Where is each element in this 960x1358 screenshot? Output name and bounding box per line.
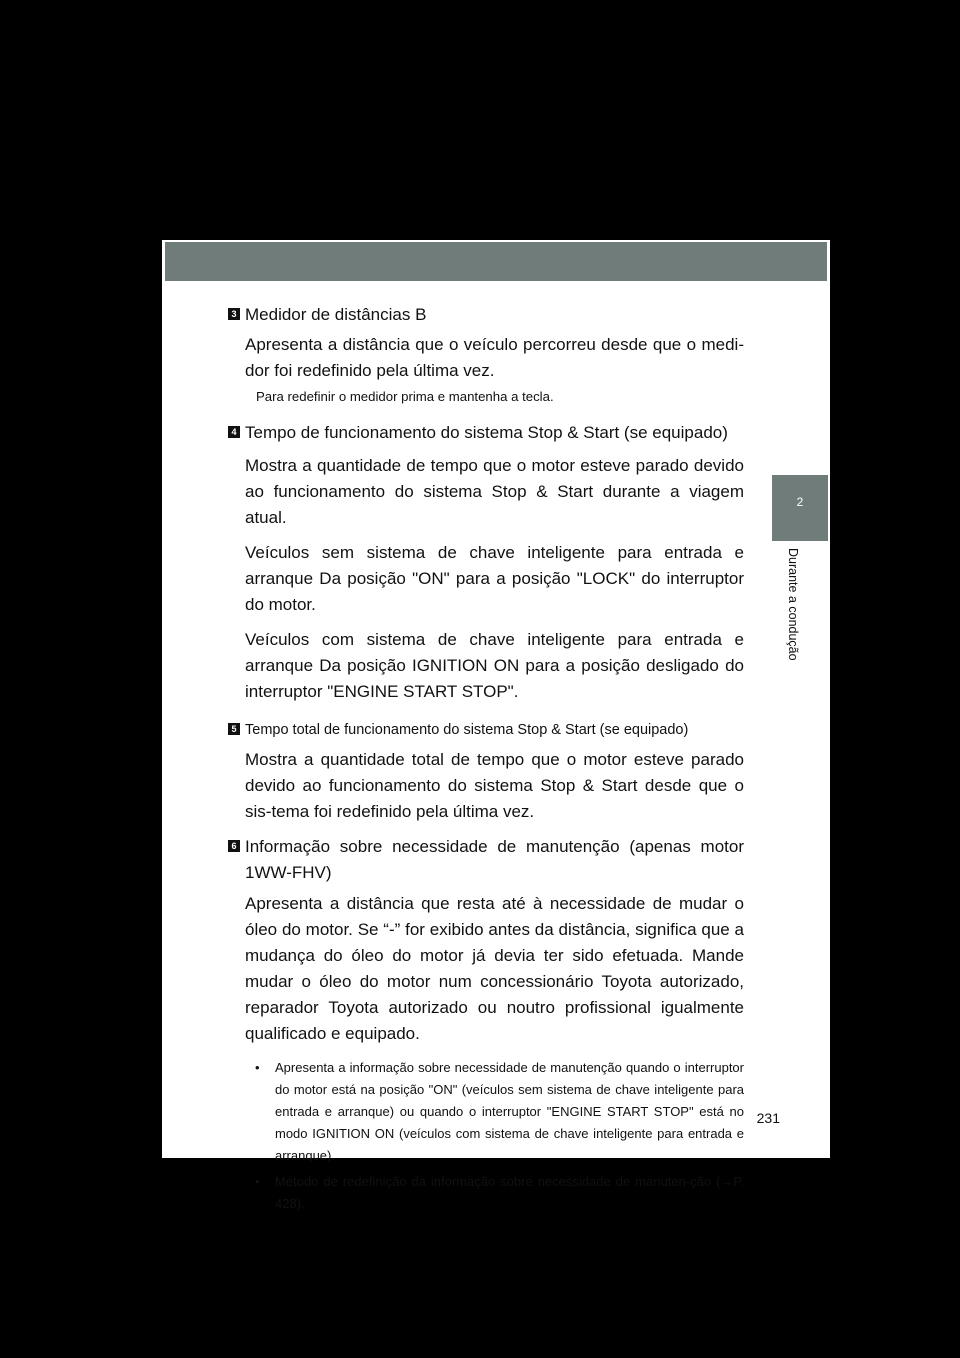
section-tab	[772, 475, 828, 541]
section-number: 2	[796, 495, 804, 509]
item-paragraph: Apresenta a distância que o veículo percorreu desde que o medi-dor foi redefinido pela última vez.	[245, 335, 744, 380]
item-number-badge: 3	[228, 308, 240, 320]
bullet-item: • Método de redefinição da informação sobre necessidade de manuten-ção (→P. 428).	[255, 1171, 744, 1215]
item-title: Informação sobre necessidade de manutenção (apenas motor 1WW-FHV)	[245, 837, 744, 882]
item-note: Para redefinir o medidor prima e mantenha a tecla.	[256, 389, 554, 404]
item-paragraph: Mostra a quantidade total de tempo que o motor esteve parado devido ao funcionamento do sistema Stop & Start desde que o sis-tema foi redefinido pela última vez.	[245, 750, 744, 821]
item-number-badge: 4	[228, 426, 240, 438]
item-title: Medidor de distâncias B	[245, 305, 427, 324]
item-3	[228, 302, 744, 407]
item-4	[228, 420, 744, 705]
item-title: Tempo de funcionamento do sistema Stop & Start (se equipado)	[245, 423, 728, 442]
item-paragraph: Veículos sem sistema de chave inteligente para entrada e arranque Da posição "ON" para a posição "LOCK" do interruptor do motor.	[245, 543, 744, 614]
section-label	[782, 548, 812, 688]
page-number: 231	[756, 1110, 780, 1126]
item-6	[228, 834, 744, 1215]
item-number-badge: 5	[228, 723, 240, 735]
page-content	[228, 302, 744, 1215]
header-bar	[165, 242, 827, 281]
item-paragraph: Veículos com sistema de chave inteligente para entrada e arranque Da posição IGNITION ON para a posição desligado do interruptor "ENGINE START STOP".	[245, 630, 744, 701]
item-paragraph: Apresenta a distância que resta até à necessidade de mudar o óleo do motor. Se “-” for exibido antes da distância, significa que a mudança do óleo do motor já devia ter sido efetuada. Mande mudar o óleo do motor num concessionário Toyota autorizado, reparador Toyota autorizado ou noutro profissional igualmente qualificado e equipado.	[245, 894, 744, 1043]
bullet-list	[255, 1057, 744, 1215]
item-title: Tempo total de funcionamento do sistema Stop & Start (se equipado)	[245, 722, 689, 738]
item-number-badge: 6	[228, 840, 240, 852]
item-5	[228, 717, 744, 825]
bullet-item: • Apresenta a informação sobre necessidade de manutenção quando o interruptor do motor está na posição "ON" (veículos sem sistema de chave inteligente para entrada e arranque) ou quando o interruptor "ENGINE START STOP" está no modo IGNITION ON (veículos com sistema de chave inteligente para entrada e arranque).	[255, 1057, 744, 1167]
section-title: Durante a condução	[786, 548, 800, 661]
item-paragraph: Mostra a quantidade de tempo que o motor esteve parado devido ao funcionamento do sistema Stop & Start durante a viagem atual.	[245, 456, 744, 527]
